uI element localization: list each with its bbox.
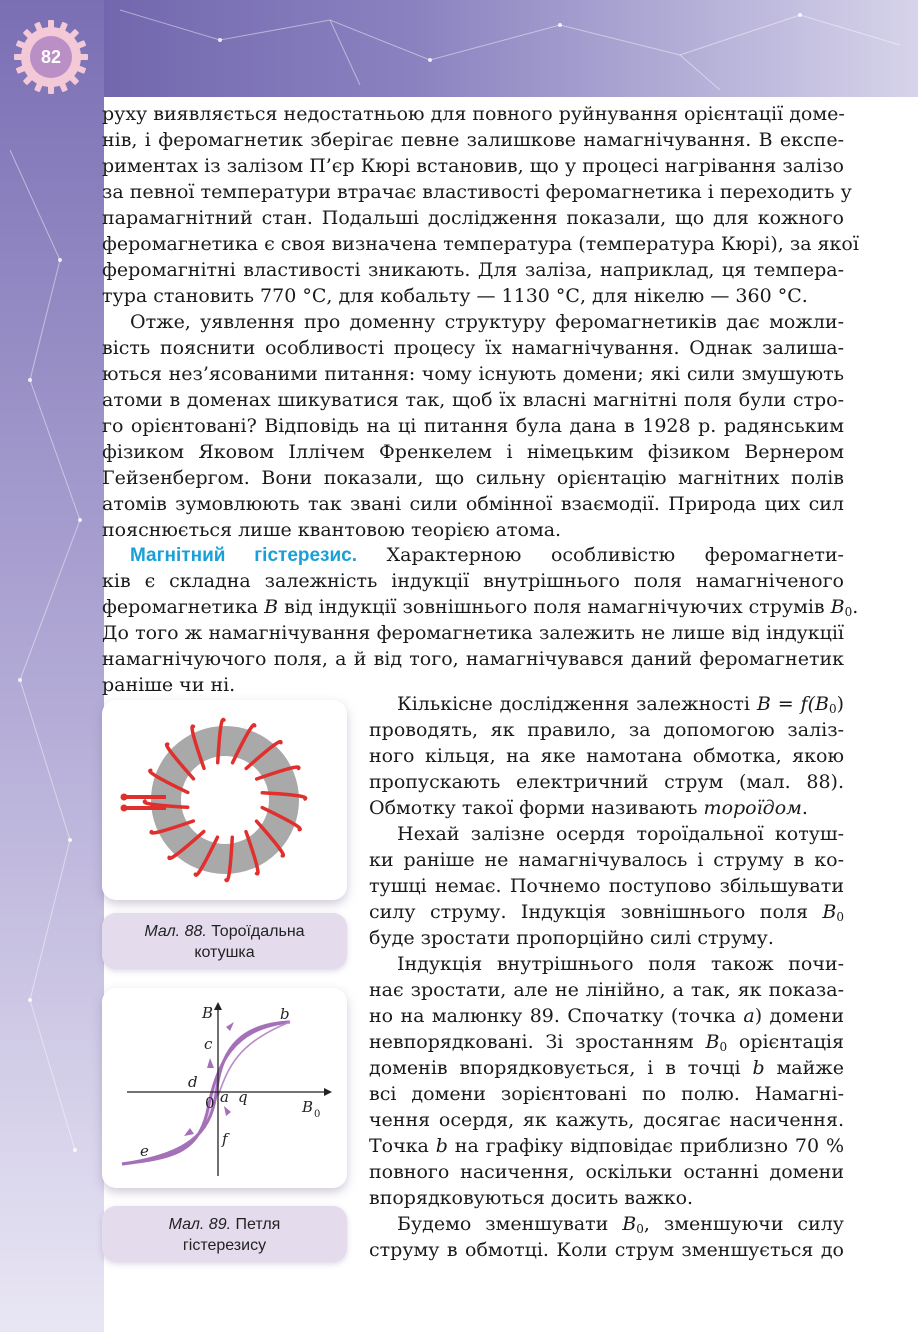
body-line: Гейзенбергом. Вони показали, що сильну орієнтацію магнітних полів [102, 467, 844, 489]
body-line: парамагнітний стан. Подальші дослідження показали, що для кожного [102, 207, 844, 229]
body-line: До того ж намагнічування феромагнетика залежить не лише від індукції [102, 622, 844, 644]
body-line: но на малюнку 89. Спочатку (точка a) домени [369, 1005, 844, 1027]
body-line: феромагнетика B від індукції зовнішнього поля намагнічуючих струмів $B_0$. [102, 596, 859, 619]
figure-88-card [102, 700, 347, 900]
body-line: Обмотку такої форми називають тороїдом. [369, 797, 808, 819]
body-line: намагнічуючого поля, а й від того, намагнічувався даний феромагнетик [102, 648, 844, 670]
body-line: проводять, як правило, за допомогою залiз- [369, 719, 844, 741]
body-line: фізиком Яковом Іллічем Френкелем і німецьким фізиком Вернером [102, 441, 844, 463]
body-line: Нехай залізне осердя тороїдальної котуш- [397, 823, 844, 845]
axis-label-b0: B [302, 1098, 314, 1116]
body-line: риментах із залізом П’єр Кюрі встановив, що у процесі нагрівання залізо [102, 155, 844, 177]
body-line: Будемо зменшувати $B_0$, зменшуючи силу [397, 1213, 844, 1236]
body-line: тушці немає. Почнемо поступово збільшувати [369, 875, 844, 897]
body-line: ного кільця, на яке намотана обмотка, якою [369, 745, 844, 767]
body-line: ків є складна залежність індукції внутрішнього поля намагніченого [102, 570, 844, 592]
body-line: го орієнтовані? Відповідь на ці питання була дана в 1928 р. радянським [102, 415, 844, 437]
body-line: раніше чи ні. [102, 674, 236, 696]
figure-89-caption: Мал. 89. Петля гістерезису [102, 1206, 347, 1262]
body-line: за певної температури втрачає властивості феромагнетика і переходить у [102, 181, 852, 203]
hysteresis-graph [102, 988, 347, 1188]
body-line: силу струму. Індукція зовнішнього поля $B_0$ [369, 901, 844, 924]
body-line: вість пояснити особливості процесу їх намагнічування. Однак залиша- [102, 337, 844, 359]
page-number: 82 [40, 46, 62, 67]
body-line: руху виявляється недостатньою для повного руйнування орієнтації доме- [102, 103, 845, 125]
axis-label-b: B [202, 1004, 214, 1022]
body-line: нає зростати, але не лінійно, а так, як показа- [369, 979, 844, 1001]
section-intro-line: Магнітний гістерезис. Характерною особливістю феромагнети- [130, 544, 844, 566]
point-e-label: e [140, 1142, 149, 1160]
body-line: феромагнітні властивості зникають. Для заліза, наприклад, ця темпера- [102, 259, 844, 281]
body-line: ки раніше не намагнічувалось і струму в ко- [369, 849, 844, 871]
body-line: буде зростати пропорційно силі струму. [369, 927, 774, 949]
terminal [121, 794, 128, 801]
body-line: феромагнетика є своя визначена температура (температура Кюрі), за якої [102, 233, 859, 255]
iron-ring [166, 741, 284, 859]
figure-88-caption: Мал. 88. Тороїдальна котушка [102, 913, 347, 969]
body-line: пропускають електричний струм (мал. 88). [369, 771, 844, 793]
point-d-label: d [188, 1073, 198, 1091]
toroid-illustration [102, 700, 347, 900]
body-line: ються нез’ясованими питання: чому існують домени; які сили змушують [102, 363, 844, 385]
point-b-label: b [280, 1005, 290, 1023]
origin-label: 0 [205, 1094, 215, 1112]
body-line: повного насичення, оскільки останні домени [369, 1161, 844, 1183]
point-c-label: c [204, 1035, 213, 1053]
y-axis-arrow [214, 1002, 222, 1010]
body-line: пояснюється лише квантовою теорією атома. [102, 519, 562, 541]
body-line: атоми в доменах шикуватися так, щоб їх власні магнітні поля були стро- [102, 389, 844, 411]
body-line: всі домени зорієнтовані по полю. Намагні- [369, 1083, 844, 1105]
body-line: Кількісне дослідження залежності $B = f(B_0)$ [397, 693, 844, 716]
point-q-label: q [238, 1088, 248, 1106]
point-f-label: f [222, 1130, 228, 1148]
figure-89-card [102, 988, 347, 1188]
direction-arrow [207, 1058, 214, 1068]
body-line: атомів зумовлюють так звані сили обмінної взаємодії. Природа цих сил [102, 493, 844, 515]
body-line: Індукція внутрішнього поля також почи- [397, 953, 844, 975]
body-line: тура становить 770 °С, для кобальту — 1130 °С, для нікелю — 360 °С. [102, 285, 808, 307]
body-line: струму в обмотці. Коли струм зменшується до [369, 1239, 844, 1261]
direction-arrow [226, 1022, 234, 1031]
x-axis-arrow [324, 1088, 332, 1096]
terminal [121, 805, 128, 812]
body-line: Отже, уявлення про доменну структуру феромагнетиків дає можли- [130, 311, 844, 333]
axis-label-b0-sub: 0 [314, 1109, 321, 1120]
body-line: доменів впорядковується, і в точці b майже [369, 1057, 844, 1079]
body-line: нів, і феромагнетик зберігає певне залишкове намагнічування. В експе- [102, 129, 844, 151]
direction-arrow [184, 1128, 194, 1136]
section-heading: Магнітний гістерезис. [130, 545, 358, 566]
body-line: чення осердя, як кажуть, досягає насичення. [369, 1109, 844, 1131]
point-a-label: a [220, 1088, 229, 1106]
direction-arrow [224, 1106, 231, 1116]
body-line: впорядковуються досить важко. [369, 1187, 694, 1209]
body-line: Точка b на графіку відповідає приблизно 70 % [369, 1135, 844, 1157]
body-line: невпорядковані. Зі зростанням $B_0$ орієнтація [369, 1031, 844, 1054]
